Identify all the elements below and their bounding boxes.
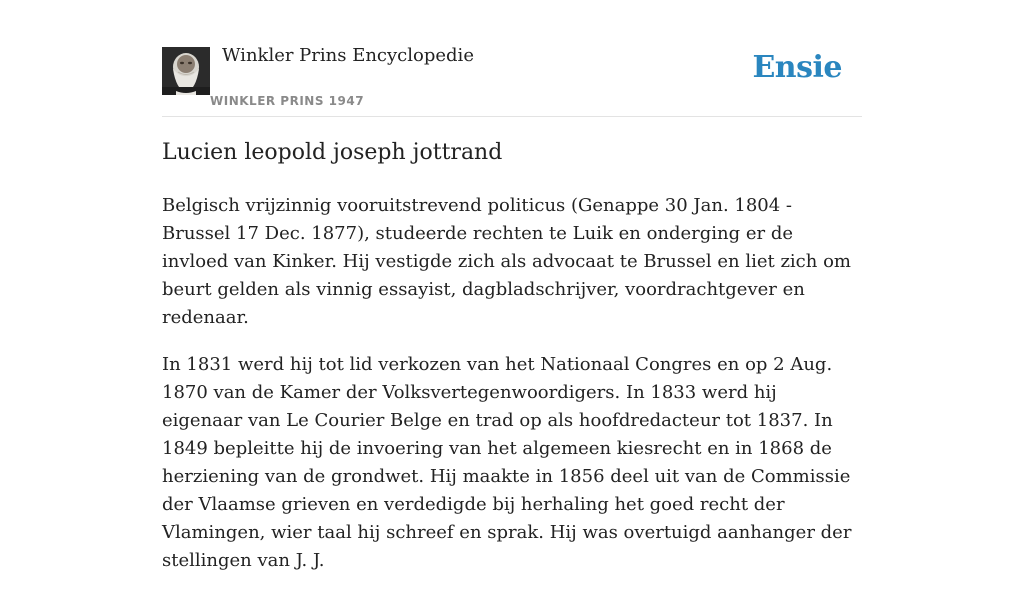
article-paragraph-1: Belgisch vrijzinnig vooruitstrevend politicus (Genappe 30 Jan. 1804 - Brussel 17 Dec. 1877), studeerde rechten te Luik en onderging er de invloed van Kinker. Hij vestigde zich als advocaat te Brussel en liet zich om beurt gelden als vinnig essayist, dagbladschrijver, voordrachtgever en redenaar. [162, 195, 851, 328]
article-title: Lucien leopold joseph jottrand [162, 140, 503, 165]
ensie-logo[interactable]: Ensie [752, 50, 842, 85]
article-paragraph-2: In 1831 werd hij tot lid verkozen van het Nationaal Congres en op 2 Aug. 1870 van de Kamer der Volksvertegenwoordigers. In 1833 werd hij eigenaar van Le Courier Belge en trad op als hoofdredacteur tot 1837. In 1849 bepleitte hij de invoering van het algemeen kiesrecht en in 1868 de herziening van de grondwet. Hij maakte in 1856 deel uit van de Commissie der Vlaamse grieven en verdedigde bij herhaling het goed recht der Vlamingen, wier taal hij schreef en sprak. Hij was overtuigd aanhanger der stellingen van J. J. [162, 354, 852, 571]
bearded-man-portrait-icon [162, 47, 210, 95]
source-header [162, 0, 862, 117]
article-body [162, 192, 862, 594]
source-avatar[interactable] [162, 47, 210, 95]
content-container [162, 0, 862, 571]
source-subtitle[interactable]: WINKLER PRINS 1947 [210, 94, 365, 108]
source-title[interactable]: Winkler Prins Encyclopedie [222, 45, 474, 66]
